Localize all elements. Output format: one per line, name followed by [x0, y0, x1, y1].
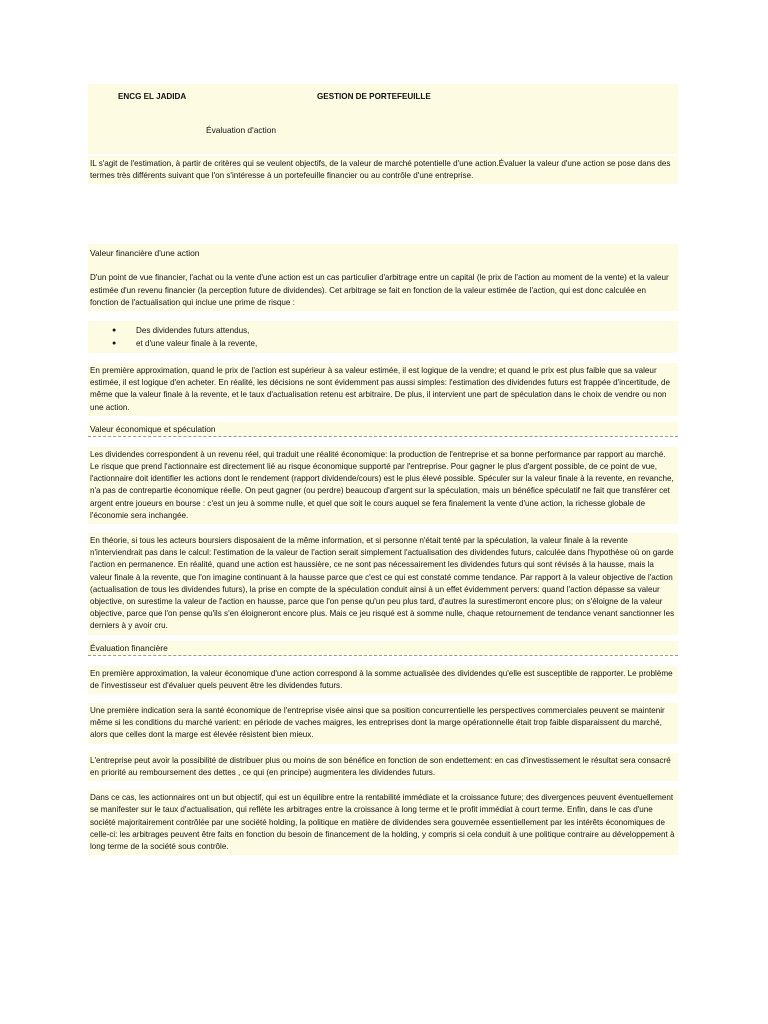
document-page [88, 84, 678, 855]
paragraph: En première approximation, la valeur économique d'une action correspond à la somme actualisée des dividendes qu'elle est susceptible de rapporter. Le problème de l'investisseur est d'évaluer quels peuvent être les dividendes futurs. [88, 666, 678, 694]
course-name: GESTION DE PORTEFEUILLE [317, 92, 431, 101]
intro-paragraph: IL s'agit de l'estimation, à partir de critères qui se veulent objectifs, de la valeur de marché potentielle d'une action.Évaluer la valeur d'une action se pose dans des termes très différents suivant que l'on s'intéresse à un portefeuille financier ou au contrôle d'une entreprise. [88, 156, 678, 184]
section-title-valeur-financiere: Valeur financière d'une action [88, 244, 678, 262]
paragraph: Dans ce cas, les actionnaires ont un but objectif, qui est un équilibre entre la rentabilité immédiate et la croissance future; des divergences peuvent éventuellement se manifester sur le taux d'actualisation, qui reflète les arbitrages entre la croissance à long terme et le profit immédiat à court terme. Enfin, dans le cas d'une société majoritairement contrôlée par une société holding, la politique en matière de dividendes sera gouvernée essentiellement par les intérêts économiques de celle-ci: les arbitrages peuvent être faits en fonction du besoin de financement de la holding, y compris si cela conduit à une politique contraire au développement à long terme de la société sous contrôle. [88, 790, 678, 855]
document-header [88, 84, 678, 114]
paragraph: D'un point de vue financier, l'achat ou la vente d'une action est un cas particulier d'arbitrage entre un capital (le prix de l'action au moment de la vente) et la valeur estimée d'un revenu financier (la perception future de dividendes). Cet arbitrage se fait en fonction de la valeur estimée de l'action, qui est donc calculée en fonction de l'actualisation qui inclue une prime de risque : [88, 270, 678, 311]
title-block [88, 114, 678, 154]
paragraph: Une première indication sera la santé économique de l'entreprise visée ainsi que sa position concurrentielle les perspectives commerciales peuvent se maintenir même si les conditions du marché varient: en période de vaches maigres, les entreprises dont la marge opérationnelle était trop faible disparaissent du marché, alors que celles dont la marge est élevée résistent bien mieux. [88, 703, 678, 744]
section-title-valeur-economique: Valeur économique et spéculation [88, 422, 678, 437]
paragraph: En première approximation, quand le prix de l'action est supérieur à sa valeur estimée, il est logique de la vendre; et quand le prix est plus faible que sa valeur estimée, il est logique d'en acheter. En réalité, les décisions ne sont évidemment pas aussi simples: l'estimation des dividendes futurs est frappée d'incertitude, de même que la valeur finale à la revente, et le taux d'actualisation retenu est arbitraire. De plus, il intervient une part de spéculation dans le choix de vendre ou non une action. [88, 363, 678, 416]
section-title-evaluation-financiere: Évaluation financière [88, 641, 678, 656]
document-title: Évaluation d'action [206, 125, 277, 135]
list-item: ● et d'une valeur finale à la revente, [112, 337, 678, 350]
bullet-list [88, 321, 678, 353]
list-item: ● Des dividendes futurs attendus, [112, 324, 678, 337]
school-name: ENCG EL JADIDA [118, 92, 187, 101]
paragraph: En théorie, si tous les acteurs boursiers disposaient de la même information, et si personne n'était tenté par la spéculation, la valeur finale à la revente n'interviendrait pas dans le calcul: l'estimation de la valeur de l'action serait simplement l'actualisation des dividendes futurs, calculée dans l'hypothèse où on garde l'action en permanence. En réalité, quand une action est haussière, ce ne sont pas nécessairement les dividendes futurs qui sont révisés à la hausse, mais la valeur finale à la revente, que l'on imagine continuant à la hausse parce que c'est ce qui est constaté comme tendance. Par rapport à la valeur objective de l'action (actualisation de tous les dividendes futurs), la prise en compte de la spéculation conduit ainsi à un effet évidemment pervers: quand l'action dépasse sa valeur objective, on surestime la valeur de l'action en hausse, parce que l'on pense qu'un peu plus tard, d'autres la surestimeront encore plus; on s'éloigne de la valeur objective, parce que l'on pense qu'ils s'en éloigneront encore plus. Mais ce jeu risqué est à somme nulle, chaque retournement de tendance venant sanctionner les derniers à y avoir cru. [88, 533, 678, 635]
paragraph: L'entreprise peut avoir la possibilité de distribuer plus ou moins de son bénéfice en fonction de son endettement: en cas d'investissement le résultat sera consacré en priorité au remboursement des dettes , ce qui (en principe) augmentera les dividendes futurs. [88, 753, 678, 781]
paragraph: Les dividendes correspondent à un revenu réel, qui traduit une réalité économique: la production de l'entreprise et sa bonne performance par rapport au marché. Le risque que prend l'actionnaire est directement lié au risque économique supporté par l'entreprise. Pour gagner le plus d'argent possible, de ce point de vue, l'actionnaire doit identifier les actions dont le rendement (rapport dividende/cours) est le plus élevé possible. Spéculer sur la valeur finale à la revente, en revanche, n'a pas de contrepartie économique réelle. On peut gagner (ou perdre) beaucoup d'argent sur la spéculation, mais un bénéfice spéculatif ne fait que transférer cet argent entre joueurs en bourse : c'est un jeu à somme nulle, et quel que soit le cours auquel se fera finalement la vente d'une action, la richesse globale de l'économie sera inchangée. [88, 447, 678, 524]
